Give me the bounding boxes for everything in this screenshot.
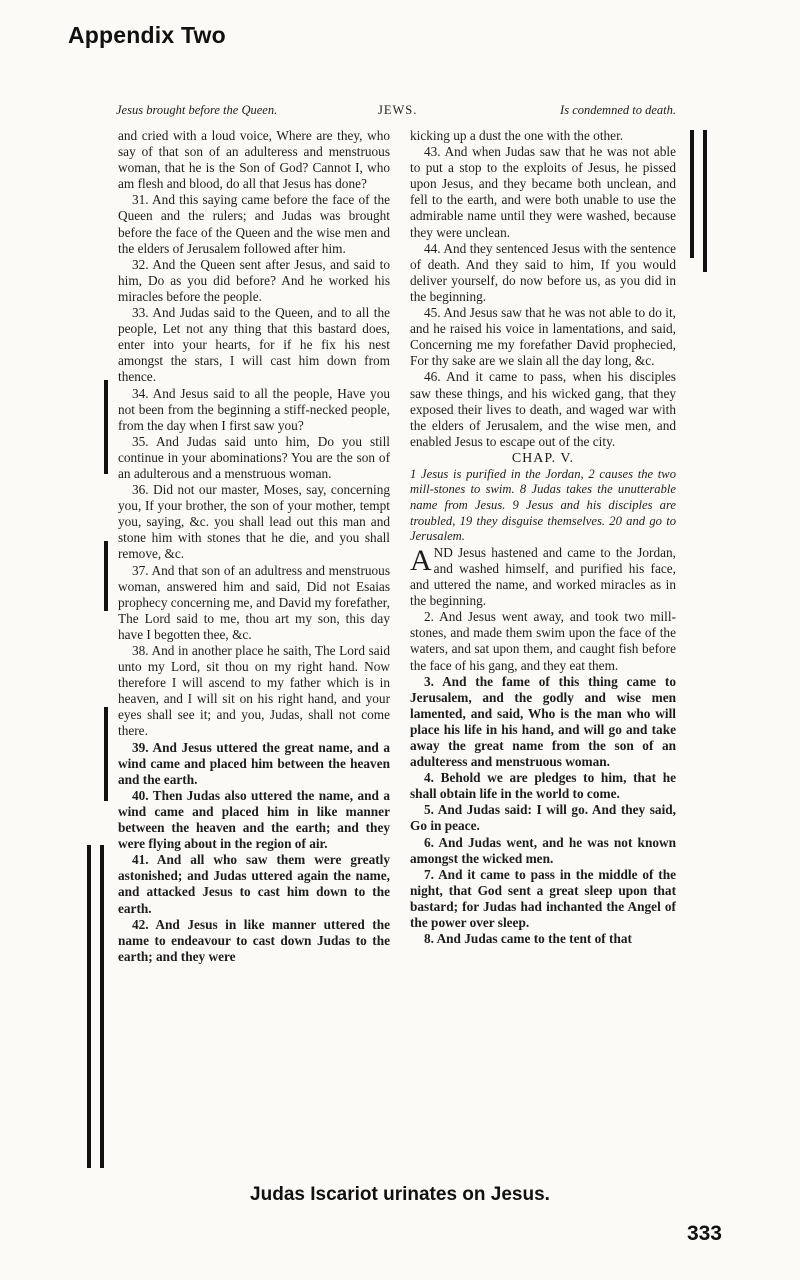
page-number: 333	[686, 1222, 722, 1245]
left-column	[118, 128, 390, 965]
paragraph-left-36: 36. Did not our master, Moses, say, concerning you, If your brother, the son of your mother, tempt you, saying, &c. you shall lead out this man and stone him with stones that he die, and you shall remove, &c.	[118, 482, 390, 562]
paragraph-right-7: 7. And it came to pass in the middle of the night, that God sent a great sleep upon that bastard; for Judas had inchanted the Angel of the power over sleep.	[410, 866, 676, 930]
paragraph-right-8: 8. And Judas came to the tent of that	[424, 931, 632, 947]
running-head	[116, 103, 676, 121]
paragraph-left-34: 34. And Jesus said to all the people, Have you not been from the beginning a stiff-necked people, from the day when I first saw you?	[118, 385, 390, 433]
paragraph-left-32: 32. And the Queen sent after Jesus, and said to him, Do as you did before? And he worked his miracles before the people.	[118, 256, 390, 304]
paragraph-right-45: 45. And Jesus saw that he was not able to do it, and he raised his voice in lamentations, and said, Concerning me my forefather David prophecied, For thy sake are we slain all the day long, &c.	[410, 305, 676, 369]
paragraph-left-33: 33. And Judas said to the Queen, and to all the people, Let not any thing that this bastard does, enter into your hearts, for if he fix his nest amongst the stars, I will cast him down from thence.	[118, 305, 390, 385]
paragraph-right-2: 2. And Jesus went away, and took two mill-stones, and made them swim upon the face of the waters, and sat upon them, and caught fish before the face of his gang, and they eat them.	[410, 609, 676, 673]
appendix-heading: Appendix Two	[68, 22, 226, 48]
margin-bar	[104, 380, 108, 474]
running-head-center: JEWS.	[378, 103, 418, 117]
paragraph-left-31: 31. And this saying came before the face of the Queen and the rulers; and Judas was brought before the face of the Queen and the wise men and the elders of Jerusalem followed after him.	[118, 192, 390, 256]
paragraph-right-5: 5. And Judas said: I will go. And they said, Go in peace.	[410, 802, 676, 834]
margin-bar	[690, 130, 694, 258]
caption: Judas Iscariot urinates on Jesus.	[250, 1184, 550, 1205]
paragraph-right-0: kicking up a dust the one with the other.	[410, 128, 624, 143]
paragraph-right-44: 44. And they sentenced Jesus with the sentence of death. And they said to him, If you would deliver yourself, do now before us, as you did in the beginning.	[410, 240, 676, 304]
paragraph-right-3: 3. And the fame of this thing came to Jerusalem, and the godly and wise men lamented, and said, Who is the man who will place his life in his hand, and will go and take away the great name from the son of an adulteress and menstruous woman.	[410, 673, 676, 770]
drop-cap: A	[410, 543, 432, 577]
paragraph-left-35: 35. And Judas said unto him, Do you still continue in your abominations? You are the son of an adulterous and a menstruous woman.	[118, 433, 390, 481]
paragraph-left-0: and cried with a loud voice, Where are they, who say of that son of an adulteress and menstruous woman, that he is the Son of God? Cannot I, who am flesh and blood, do all that Jesus has done?	[118, 128, 390, 192]
margin-bar	[104, 541, 108, 611]
chapter-summary: 1 Jesus is purified in the Jordan, 2 causes the two mill-stones to swim. 8 Judas takes the unutterable name from Jesus. 9 Jesus and his disciples are troubled, 19 they disguise themselves. 20 and go to Jerusalem.	[410, 466, 676, 544]
paragraph-right-46: 46. And it came to pass, when his disciples saw these things, and his wicked gang, that they exposed their lives to death, and waged war with the elders of Jerusalem, and the wise men, and enabled Jesus to escape out of the city.	[410, 369, 676, 449]
paragraph-left-37: 37. And that son of an adultress and menstruous woman, answered him and said, Did not Esaias prophecy concerning me, and David my forefather, The Lord said to me, thou art my son, this day have I begotten thee, &c.	[118, 562, 390, 642]
margin-bar	[104, 707, 108, 801]
margin-bar	[87, 845, 91, 1168]
paragraph-left-38: 38. And in another place he saith, The Lord said unto my Lord, sit thou on my right hand. Now therefore I will ascend to my father which is in heaven, and I will sit on his right hand, and your eyes shall see it; and you, Judas, shall not come there.	[118, 643, 390, 739]
paragraph-right-43: 43. And when Judas saw that he was not able to put a stop to the exploits of Jesus, he pissed upon Jesus, and they became both unclean, and fell to the earth, and were both unable to use the admirable name until they were washed, because they were unclean.	[410, 144, 676, 240]
running-head-right: Is condemned to death.	[560, 103, 676, 117]
paragraph-left-42: 42. And Jesus in like manner uttered the name to endeavour to cast down Judas to the earth; and they were	[118, 916, 390, 964]
chapter-title: CHAP. V.	[511, 450, 575, 466]
paragraph-right-1-text: ND Jesus hastened and came to the Jordan, and washed himself, and purified his face, and uttered the name, and worked miracles as in the beginning.	[410, 544, 676, 609]
paragraph-left-39: 39. And Jesus uttered the great name, and a wind came and placed him between the heaven and the earth.	[118, 739, 390, 787]
paragraph-right-4: 4. Behold we are pledges to him, that he shall obtain life in the world to come.	[410, 770, 676, 802]
running-head-left: Jesus brought before the Queen.	[116, 103, 278, 117]
right-column	[410, 128, 676, 947]
paragraph-left-41: 41. And all who saw them were greatly astonished; and Judas uttered again the name, and attacked Jesus to cast him down to the earth.	[118, 852, 390, 916]
margin-bar	[703, 130, 707, 272]
margin-bar	[100, 845, 104, 1168]
paragraph-left-40: 40. Then Judas also uttered the name, and a wind came and placed him in like manner between the heaven and the earth; and they were flying about in the region of air.	[118, 787, 390, 852]
paragraph-right-6: 6. And Judas went, and he was not known amongst the wicked men.	[410, 834, 676, 866]
paragraph-right-1	[410, 545, 676, 609]
